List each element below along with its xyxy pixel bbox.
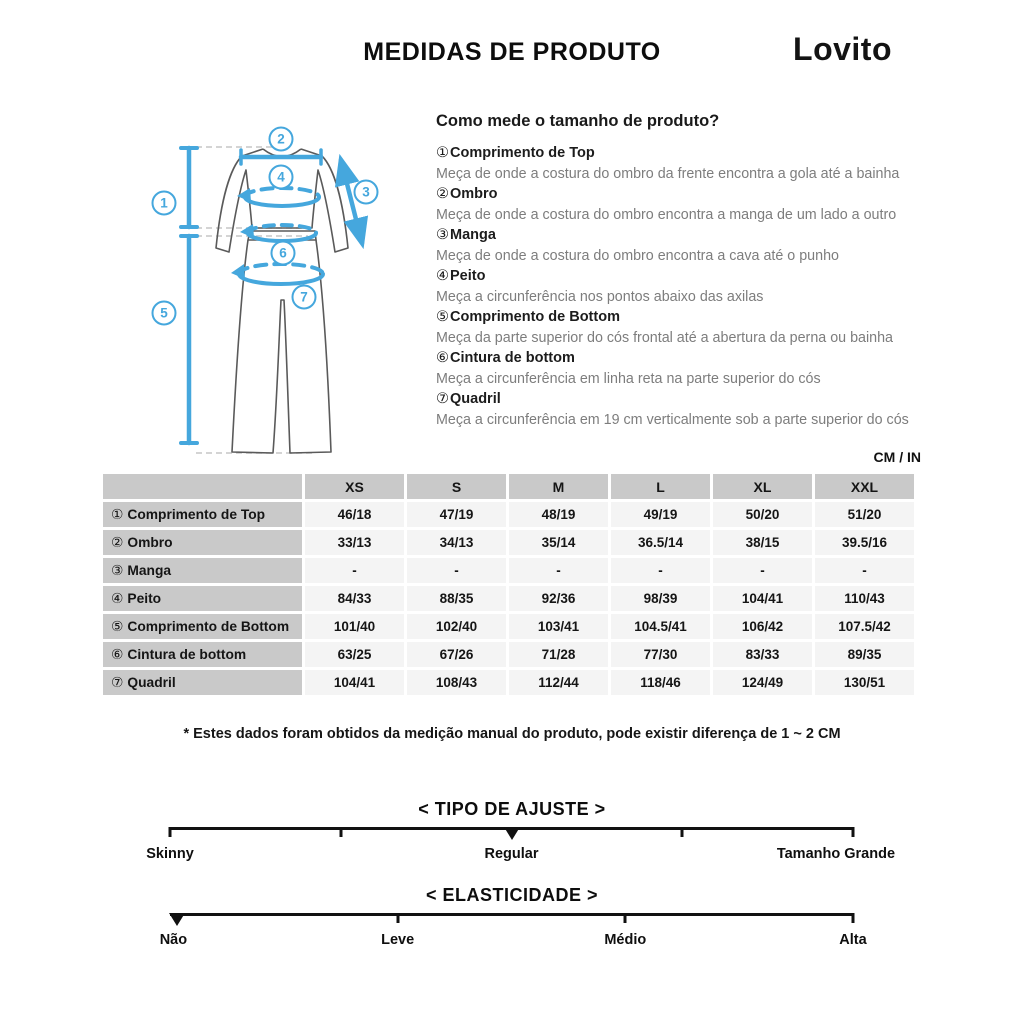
fit-tick-100: [852, 827, 855, 837]
column-header-l: L: [611, 474, 710, 499]
elasticity-tick-100: [852, 913, 855, 923]
measurement-marks: [181, 148, 362, 443]
fit-marker-icon: [504, 827, 520, 840]
units-label: CM / IN: [873, 449, 921, 465]
elasticity-label-nao: Não: [159, 932, 188, 948]
elasticity-tick-33: [396, 913, 399, 923]
column-header-xl: XL: [713, 474, 812, 499]
elasticity-scale-title: < ELASTICIDADE >: [425, 885, 599, 905]
table-row: ④ Peito 84/33 88/35 92/36 98/39 104/41 110/43: [103, 586, 914, 611]
table-row: ② Ombro 33/13 34/13 35/14 36.5/14 38/15 39.5/16: [103, 530, 914, 555]
measurement-disclaimer: * Estes dados foram obtidos da medição manual do produto, pode existir diferença de 1 ~ 2 CM: [183, 726, 841, 742]
column-header-s: S: [407, 474, 506, 499]
table-row: ① Comprimento de Top 46/18 47/19 48/19 49/19 50/20 51/20: [103, 502, 914, 527]
column-header-xxl: XXL: [815, 474, 914, 499]
table-row: ⑥ Cintura de bottom 63/25 67/26 71/28 77/30 83/33 89/35: [103, 642, 914, 667]
fit-tick-75: [681, 827, 684, 837]
elasticity-label-alta: Alta: [839, 932, 867, 948]
fit-tick-25: [339, 827, 342, 837]
elasticity-label-leve: Leve: [381, 932, 415, 948]
brand-logo: Lovito: [793, 31, 892, 67]
elasticity-marker-icon: [169, 913, 185, 926]
callout-5: 5: [160, 305, 168, 321]
table-row: ③ Manga - - - - - -: [103, 558, 914, 583]
instruction-item: ②Ombro Meça de onde a costura do ombro encontra a manga de um lado a outro: [436, 186, 897, 223]
instruction-item: ⑤Comprimento de Bottom Meça da parte superior do cós frontal até a abertura da perna ou bainha: [436, 309, 894, 346]
fit-scale-axis: [170, 827, 853, 830]
fit-tick-0: [169, 827, 172, 837]
fit-label-grande: Tamanho Grande: [776, 846, 896, 862]
size-table: [100, 471, 917, 698]
corner-cell: [103, 474, 302, 499]
callout-3: 3: [362, 184, 370, 200]
instructions-heading: Como mede o tamanho de produto?: [436, 112, 720, 130]
fit-label-skinny: Skinny: [146, 846, 194, 862]
callout-6: 6: [279, 245, 287, 261]
table-header-row: [103, 474, 914, 499]
callout-4: 4: [277, 169, 285, 185]
instruction-item: ④Peito Meça a circunferência nos pontos abaixo das axilas: [436, 268, 764, 305]
measurement-instructions: [436, 112, 936, 430]
fit-scale-title: < TIPO DE AJUSTE >: [418, 799, 606, 819]
callout-2: 2: [277, 131, 285, 147]
instruction-item: ③Manga Meça de onde a costura do ombro encontra a cava até o punho: [436, 227, 839, 264]
fit-scale-labels: [146, 846, 896, 864]
elasticity-scale-axis: [170, 913, 853, 916]
ellipse-arrow-tips: [231, 188, 254, 279]
callout-7: 7: [300, 289, 308, 305]
instruction-item: ⑦Quadril Meça a circunferência em 19 cm verticalmente sob a parte superior do cós: [436, 391, 909, 428]
garment-measurement-diagram: [140, 118, 440, 466]
column-header-m: M: [509, 474, 608, 499]
elasticity-scale-labels: [159, 932, 867, 950]
fit-label-regular: Regular: [484, 846, 539, 862]
elasticity-label-medio: Médio: [604, 932, 647, 948]
callout-1: 1: [160, 195, 168, 211]
instruction-item: ①Comprimento de Top Meça de onde a costura do ombro da frente encontra a gola até a bainha: [436, 145, 900, 182]
table-row: ⑦ Quadril 104/41 108/43 112/44 118/46 124/49 130/51: [103, 670, 914, 695]
column-header-xs: XS: [305, 474, 404, 499]
table-row: ⑤ Comprimento de Bottom 101/40 102/40 103/41 104.5/41 106/42 107.5/42: [103, 614, 914, 639]
instruction-item: ⑥Cintura de bottom Meça a circunferência em linha reta na parte superior do cós: [436, 350, 821, 387]
page-title: MEDIDAS DE PRODUTO: [363, 38, 661, 66]
elasticity-tick-66: [624, 913, 627, 923]
